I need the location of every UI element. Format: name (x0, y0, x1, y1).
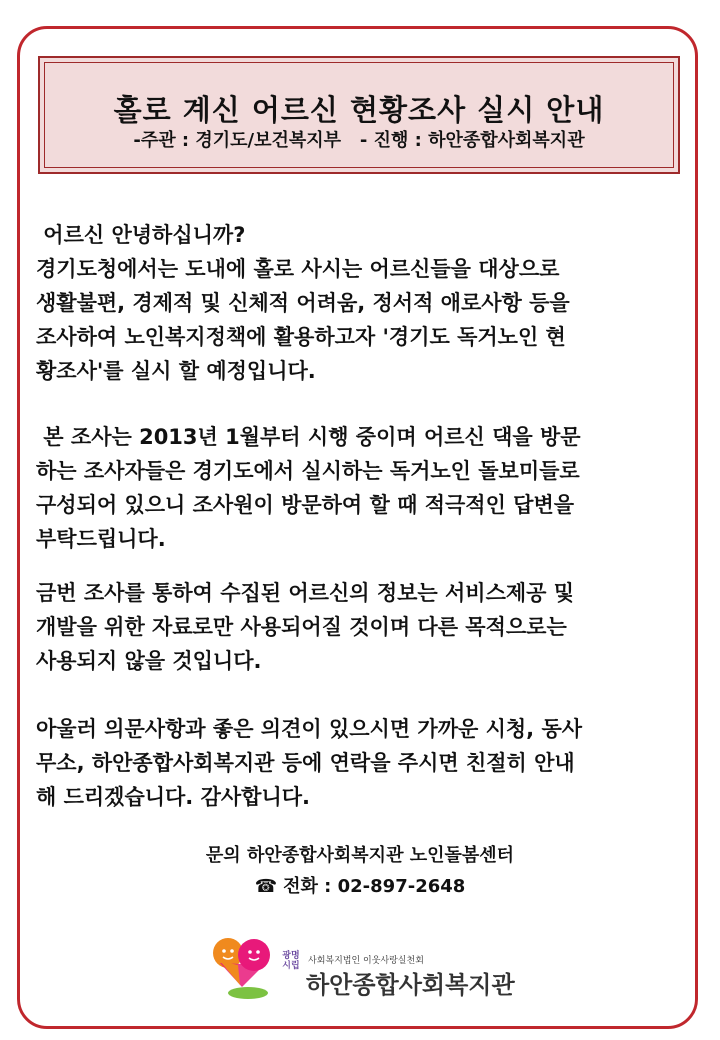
title-box (38, 56, 680, 174)
organization-logo (210, 935, 530, 1005)
contact-phone-line (0, 872, 720, 898)
logo-organization-name: 하안종합사회복지관 (306, 971, 515, 999)
heart-people-logo-icon (210, 935, 280, 1001)
contact-inquiry: 문의 하안종합사회복지관 노인돌봄센터 (205, 845, 515, 866)
paragraph-privacy: 금번 조사를 통하여 수집된 어르신의 정보는 서비스제공 및 개발을 위한 자료로만 사용되어질 것이며 다른 목적으로는 사용되지 않을 것입니다. (36, 581, 575, 673)
paragraph-survey-period: 본 조사는 2013년 1월부터 시행 중이며 어르신 댁을 방문 하는 조사자들은 경기도에서 실시하는 독거노인 돌보미들로 구성되어 있으니 조사원이 방문하여 할 때 적극적인 답변을 부탁드립니다. (36, 425, 581, 551)
phone-icon: ☎ (254, 876, 278, 897)
logo-side-text: 광명시립 (282, 951, 300, 971)
logo-foundation-text: 사회복지법인 이웃사랑실천회 (308, 956, 424, 966)
notice-subtitle: -주관 : 경기도/보건복지부 - 진행 : 하안종합사회복지관 (133, 130, 585, 151)
paragraph-contact-request: 아울러 의문사항과 좋은 의견이 있으시면 가까운 시청, 동사 무소, 하안종합사회복지관 등에 연락을 주시면 친절히 안내 해 드리겠습니다. 감사합니다. (36, 717, 583, 809)
paragraph-greeting: 어르신 안녕하십니까? 경기도청에서는 도내에 홀로 사시는 어르신들을 대상으로 생활불편, 경제적 및 신체적 어려움, 정서적 애로사항 등을 조사하여 노인복지정책에 활용하고자 '경기도 독거노인 현 황조사'를 실시 할 예정입니다. (36, 223, 570, 383)
contact-phone: 전화 : 02-897-2648 (283, 876, 466, 897)
notice-title: 홀로 계신 어르신 현황조사 실시 안내 (113, 93, 605, 127)
